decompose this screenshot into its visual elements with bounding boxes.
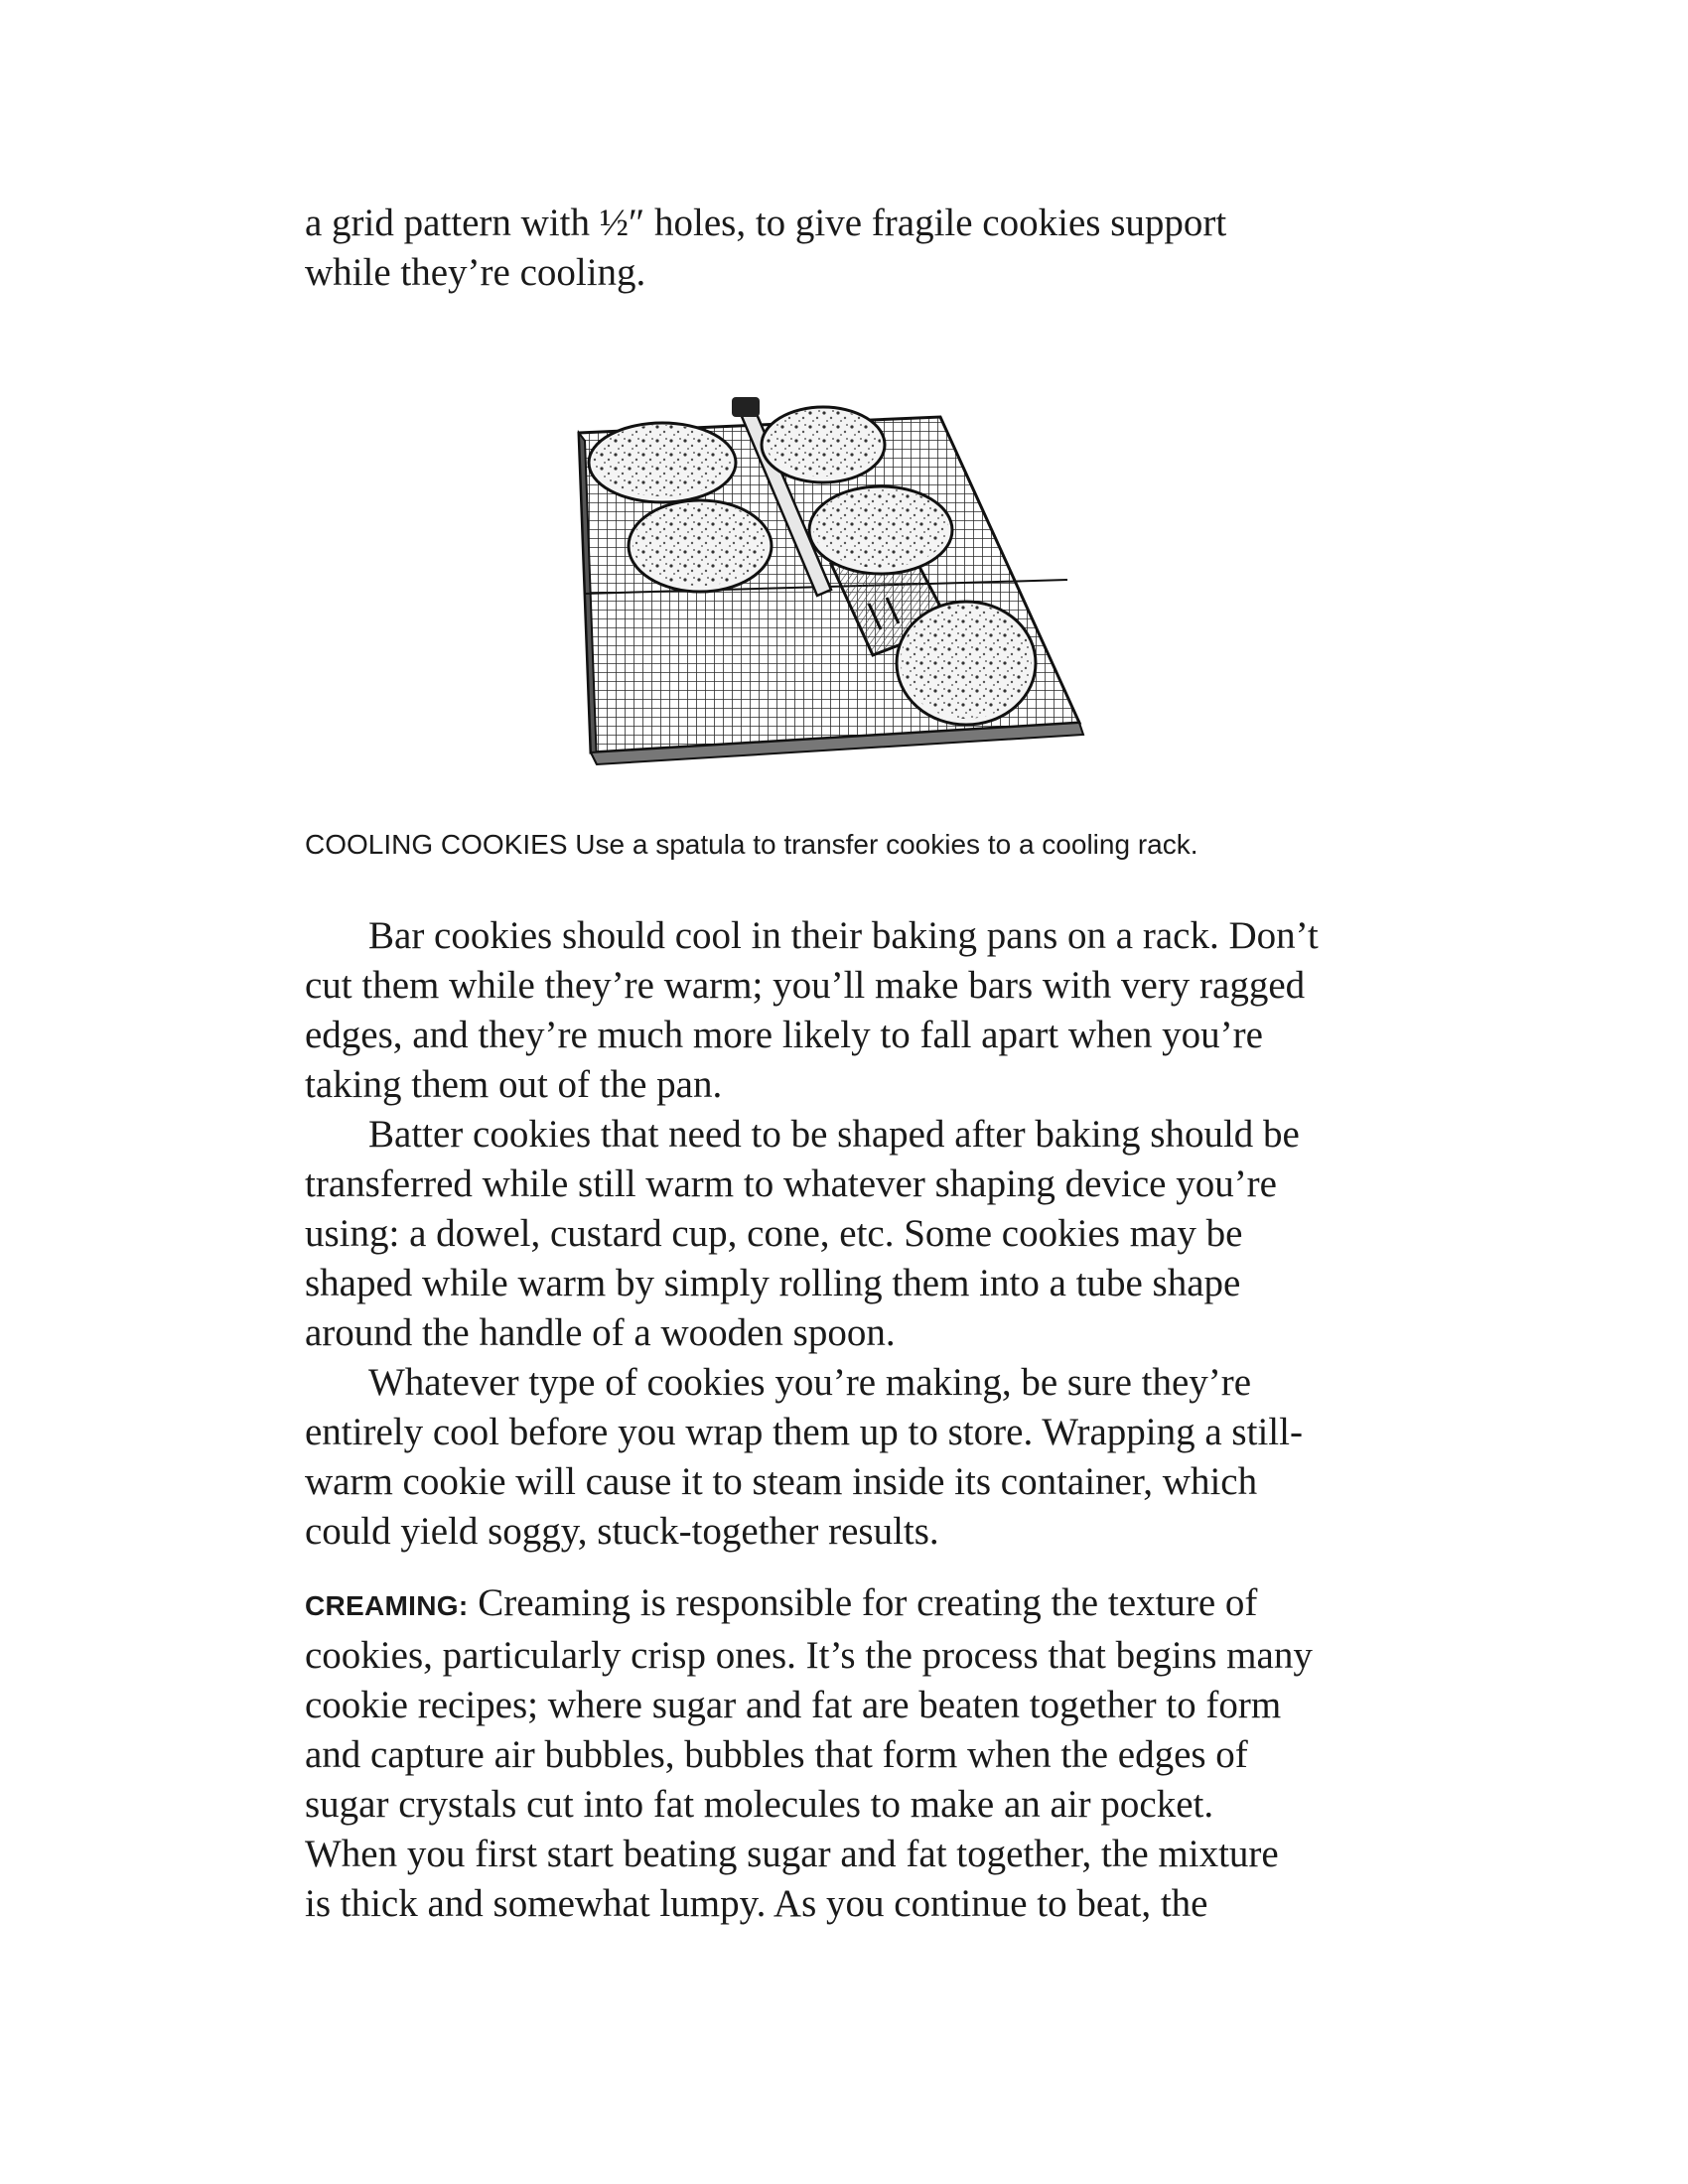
text-line: a grid pattern with ½″ holes, to give fragile cookies support xyxy=(305,202,1227,244)
text-line: using: a dowel, custard cup, cone, etc. Some cookies may be xyxy=(305,1212,1243,1255)
cooling-rack-illustration xyxy=(571,395,1087,772)
text-line: could yield soggy, stuck-together results. xyxy=(305,1510,939,1553)
paragraph xyxy=(305,911,1417,1110)
text-line: and capture air bubbles, bubbles that form when the edges of xyxy=(305,1733,1248,1776)
figure-caption xyxy=(305,828,1198,862)
text-line: Whatever type of cookies you’re making, be sure they’re xyxy=(368,1361,1252,1404)
text-line: Batter cookies that need to be shaped after baking should be xyxy=(368,1113,1300,1156)
cookie xyxy=(762,407,885,482)
text-line: Bar cookies should cool in their baking pans on a rack. Don’t xyxy=(368,914,1319,957)
text-line: When you first start beating sugar and fat together, the mixture xyxy=(305,1833,1279,1875)
text-line: taking them out of the pan. xyxy=(305,1063,723,1106)
cookie xyxy=(629,500,772,592)
text-line: cut them while they’re warm; you’ll make bars with very ragged xyxy=(305,964,1306,1007)
text-line: is thick and somewhat lumpy. As you continue to beat, the xyxy=(305,1882,1208,1925)
text-line xyxy=(305,1578,1417,1631)
text-line: edges, and they’re much more likely to fall apart when you’re xyxy=(305,1014,1263,1056)
caption-title: COOLING COOKIES xyxy=(305,829,568,860)
cookie xyxy=(897,602,1036,725)
caption-text: Use a spatula to transfer cookies to a cooling rack. xyxy=(575,829,1198,860)
paragraph xyxy=(305,1358,1417,1557)
text-line: around the handle of a wooden spoon. xyxy=(305,1311,896,1354)
text-line: entirely cool before you wrap them up to store. Wrapping a still- xyxy=(305,1411,1303,1453)
term-definition-start: Creaming is responsible for creating the texture of xyxy=(468,1581,1258,1624)
cookie xyxy=(809,486,952,574)
continued-paragraph xyxy=(305,199,1417,298)
text-line: shaped while warm by simply rolling them into a tube shape xyxy=(305,1262,1241,1304)
term-label: CREAMING: xyxy=(305,1590,469,1621)
paragraph xyxy=(305,1110,1417,1358)
cookie xyxy=(589,423,736,502)
text-line: warm cookie will cause it to steam inside its container, which xyxy=(305,1460,1258,1503)
text-line: sugar crystals cut into fat molecules to make an air pocket. xyxy=(305,1783,1214,1826)
text-line: cookie recipes; where sugar and fat are beaten together to form xyxy=(305,1684,1282,1726)
text-line: cookies, particularly crisp ones. It’s the process that begins many xyxy=(305,1634,1313,1677)
body-paragraphs xyxy=(305,911,1417,1557)
text-line: transferred while still warm to whatever shaping device you’re xyxy=(305,1162,1277,1205)
creaming-entry xyxy=(305,1578,1417,1929)
text-line: while they’re cooling. xyxy=(305,251,646,294)
